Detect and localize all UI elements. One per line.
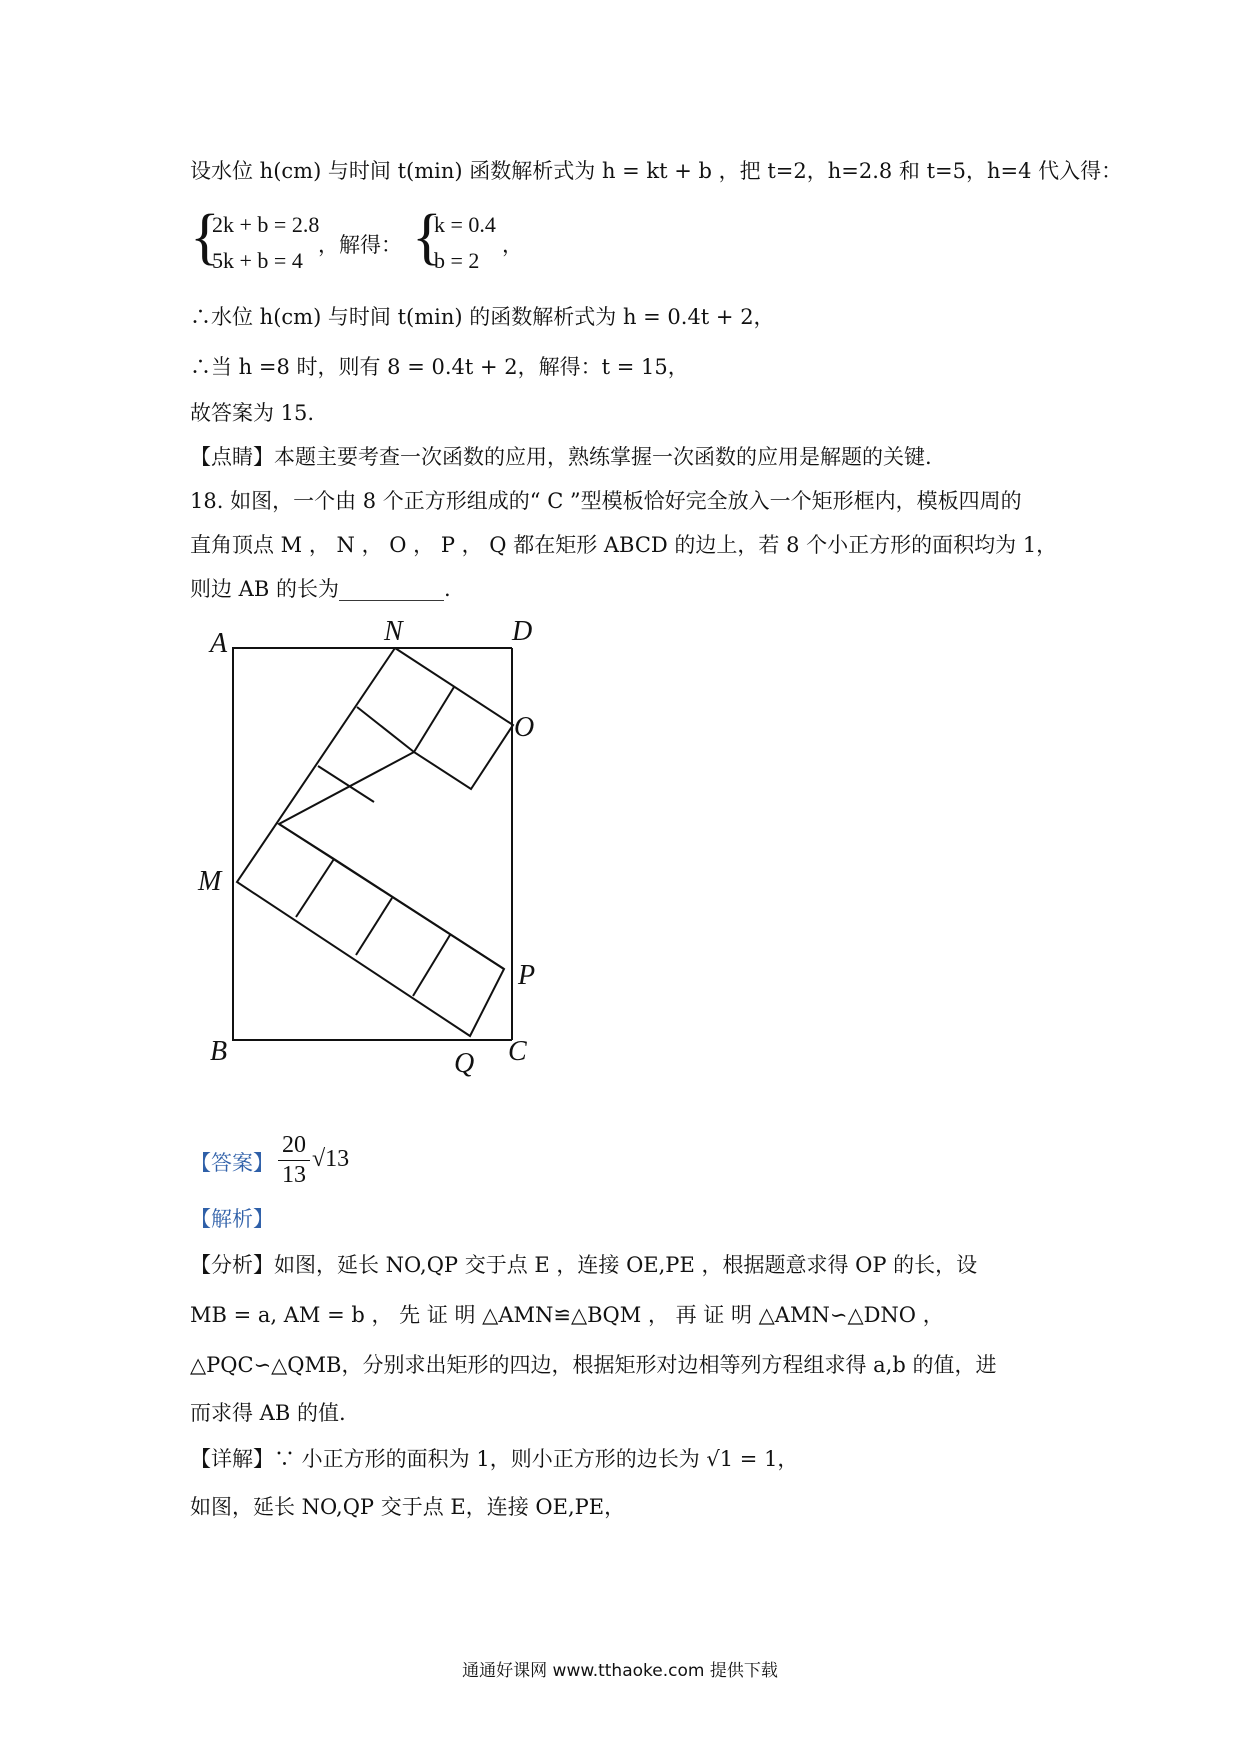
- label-a: A: [210, 628, 228, 659]
- label-b: B: [210, 1036, 228, 1067]
- template-edge: [318, 766, 374, 802]
- template-edge: [279, 824, 334, 859]
- fraction-numerator: 20: [282, 1132, 306, 1158]
- line-function: ∴水位 h(cm) 与时间 t(min) 的函数解析式为 h = 0.4t + 2，: [190, 305, 775, 329]
- template-edge: [334, 859, 504, 969]
- analysis-line-3: △PQC∽△QMB，分别求出矩形的四边，根据矩形对边相等列方程组求得 a,b 的值，进: [190, 1353, 997, 1377]
- detail-line-2: 如图，延长 NO,QP 交于点 E，连接 OE,PE，: [190, 1495, 626, 1519]
- template-edge: [356, 898, 392, 955]
- label-c: C: [508, 1036, 527, 1067]
- solve-label: ，解得：: [318, 233, 402, 257]
- answer-radical: √13: [312, 1146, 350, 1172]
- analysis-line-1: 【分析】如图，延长 NO,QP 交于点 E ，连接 OE,PE ，根据题意求得 OP 的长，设: [190, 1253, 978, 1277]
- fraction-denominator: 13: [282, 1162, 306, 1188]
- detail-line-1: 【详解】∵ 小正方形的面积为 1，则小正方形的边长为 √1 = 1，: [190, 1447, 799, 1471]
- line-setup: 设水位 h(cm) 与时间 t(min) 函数解析式为 h = kt + b ，把 t=2，h=2.8 和 t=5，h=4 代入得：: [190, 159, 1123, 183]
- rectangle-abcd: [233, 648, 512, 1040]
- question-18-line-3: 则边 AB 的长为__________.: [190, 577, 451, 601]
- label-o: O: [514, 712, 535, 743]
- footer: 通通好课网 www.tthaoke.com 提供下载: [462, 1661, 778, 1681]
- label-p: P: [518, 960, 536, 991]
- fraction-bar: [278, 1160, 310, 1161]
- equation-row: 5k + b = 4: [212, 248, 303, 273]
- brace-icon: {: [412, 203, 442, 271]
- equation-row: k = 0.4: [434, 212, 496, 237]
- line-answer-15: 故答案为 15.: [190, 401, 315, 425]
- label-q: Q: [454, 1048, 475, 1079]
- question-18-line-1: 18. 如图，一个由 8 个正方形组成的“ C ”型模板恰好完全放入一个矩形框内，模板四周的: [190, 489, 1022, 513]
- analysis-line-4: 而求得 AB 的值.: [190, 1401, 346, 1425]
- label-m: M: [198, 866, 222, 897]
- line-key-point: 【点睛】本题主要考查一次函数的应用，熟练掌握一次函数的应用是解题的关键.: [190, 445, 932, 469]
- label-n: N: [384, 616, 403, 647]
- equation-row: 2k + b = 2.8: [212, 212, 320, 237]
- template-edge: [357, 707, 414, 752]
- answer-fraction: [278, 1132, 310, 1189]
- template-outline: [237, 648, 513, 1036]
- answer-tag: 【答案】: [190, 1151, 274, 1175]
- analysis-tag: 【解析】: [190, 1207, 274, 1231]
- line-solve-t: ∴当 h =8 时，则有 8 = 0.4t + 2，解得：t = 15，: [190, 355, 689, 379]
- comma: ，: [502, 233, 523, 257]
- analysis-line-2: MB = a, AM = b ， 先 证 明 △AMN≌△BQM ， 再 证 明 △AMN∽△DNO ，: [190, 1303, 944, 1327]
- template-edge: [296, 859, 334, 917]
- equation-row: b = 2: [434, 248, 480, 273]
- template-edge: [414, 687, 454, 752]
- question-18-line-2: 直角顶点 M ， N ， O ， P ， Q 都在矩形 ABCD 的边上，若 8 个小正方形的面积均为 1，: [190, 533, 1058, 557]
- template-edge: [413, 935, 450, 996]
- label-d: D: [512, 616, 533, 647]
- brace-icon: {: [190, 203, 220, 271]
